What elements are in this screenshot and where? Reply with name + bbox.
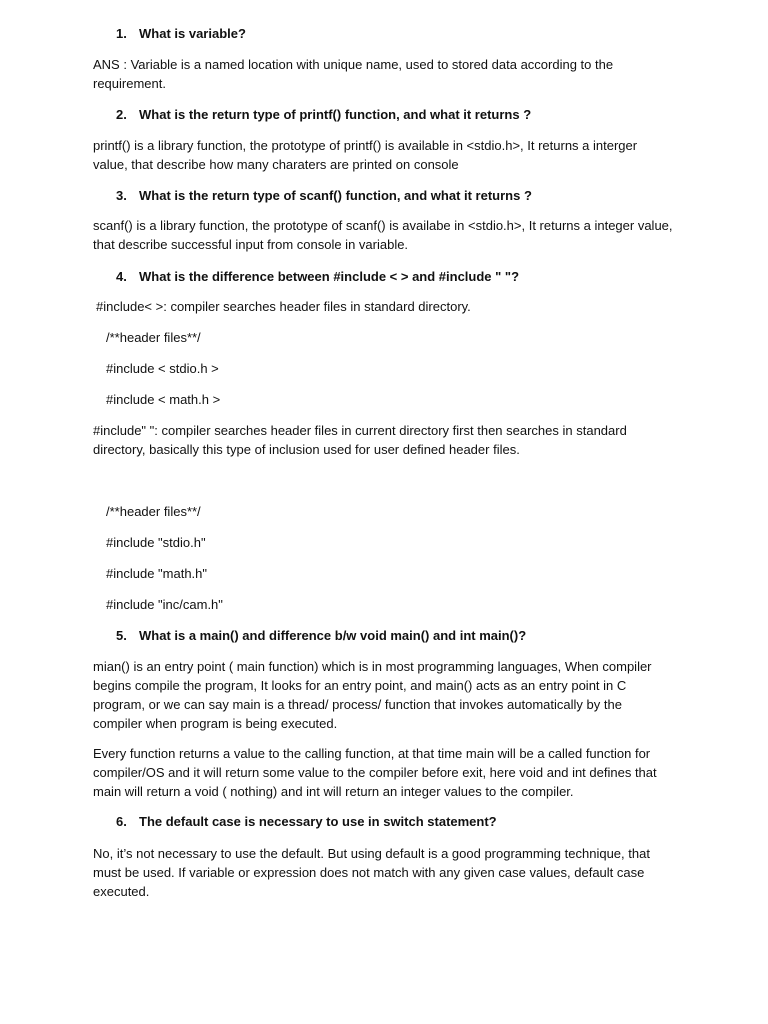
question-number: 2. (116, 107, 127, 122)
question-number: 3. (116, 188, 127, 203)
question-6-heading (116, 812, 497, 831)
question-5-heading (116, 626, 526, 645)
question-number: 5. (116, 628, 127, 643)
code-comment: /**header files**/ (106, 504, 201, 519)
question-title: What is the difference between #include < > and #include " "? (139, 269, 520, 284)
question-3-heading (116, 186, 532, 205)
code-comment: /**header files**/ (106, 330, 201, 345)
question-title: What is the return type of scanf() function, and what it returns ? (139, 188, 532, 203)
question-title: The default case is necessary to use in switch statement? (139, 814, 497, 829)
answer-5-paragraph-2: Every function returns a value to the calling function, at that time main will be a called function for compiler/OS and it will return some value to the compiler before exit, here void and int defines that main will return a void ( nothing) and int will return an integer values to the compiler. (93, 746, 657, 799)
code-line: #include "math.h" (106, 566, 208, 581)
question-1-heading (116, 24, 246, 43)
question-2-heading (116, 105, 531, 124)
question-number: 4. (116, 269, 127, 284)
question-4-heading (116, 267, 519, 286)
answer-1: ANS : Variable is a named location with unique name, used to stored data according to the requirement. (93, 57, 614, 91)
answer-6: No, it’s not necessary to use the default. But using default is a good programming technique, that must be used. If variable or expression does not match with any given case values, default case executed. (93, 846, 650, 899)
quote-include-description: #include" ": compiler searches header files in current directory first then searches in standard directory, basically this type of inclusion used for user defined header files. (93, 423, 627, 457)
code-line: #include < stdio.h > (106, 361, 219, 376)
code-line: #include "stdio.h" (106, 535, 206, 550)
code-line: #include "inc/cam.h" (106, 597, 223, 612)
question-title: What is a main() and difference b/w void main() and int main()? (139, 628, 527, 643)
question-number: 6. (116, 814, 127, 829)
question-title: What is variable? (139, 26, 246, 41)
code-line: #include < math.h > (106, 392, 221, 407)
angle-include-description: #include< >: compiler searches header files in standard directory. (96, 299, 471, 314)
answer-3: scanf() is a library function, the prototype of scanf() is availabe in <stdio.h>, It returns a integer value, that describe successful input from console in variable. (93, 218, 673, 252)
answer-2: printf() is a library function, the prototype of printf() is available in <stdio.h>, It returns a interger value, that describe how many charaters are printed on console (93, 138, 638, 172)
question-number: 1. (116, 26, 127, 41)
answer-5-paragraph-1: mian() is an entry point ( main function) which is in most programming languages, When compiler begins compile the program, It looks for an entry point, and main() acts as an entry point in C program, or we can say main is a thread/ process/ function that invokes automatically by the compiler when program is being executed. (93, 659, 652, 731)
question-title: What is the return type of printf() function, and what it returns ? (139, 107, 532, 122)
